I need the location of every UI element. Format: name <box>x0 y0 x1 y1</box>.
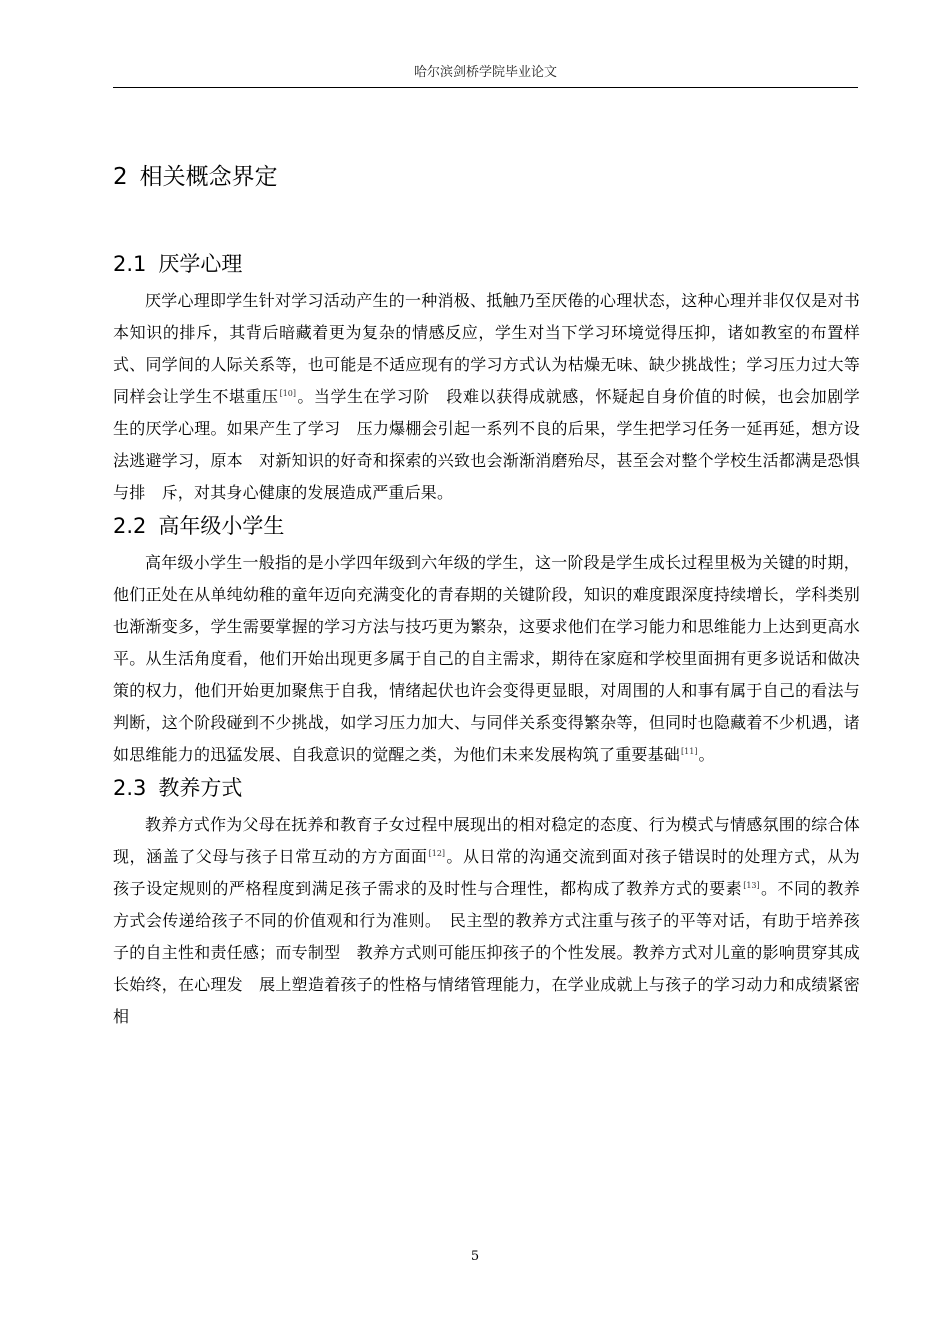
section-title: 教养方式 <box>158 776 243 800</box>
paragraph-2-3 <box>113 809 860 1033</box>
paragraph-2-1 <box>113 285 860 509</box>
section-heading-2-2 <box>113 511 860 541</box>
chapter-heading <box>113 161 860 193</box>
paragraph-text: 高年级小学生一般指的是小学四年级到六年级的学生，这一阶段是学生成长过程里极为关键的时期，他们正处在从单纯幼稚的童年迈向充满变化的青春期的关键阶段，知识的难度跟深度持续增长，学科类别也渐渐变多，学生需要掌握的学习方法与技巧更为繁杂，这要求他们在学习能力和思维能力上达到更高水平。从生活角度看，他们开始出现更多属于自己的自主需求，期待在家庭和学校里面拥有更多说话和做决策的权力，他们开始更加聚焦于自我，情绪起伏也许会变得更显眼，对周围的人和事有属于自己的看法与判断，这个阶段碰到不少挑战，如学习压力加大、与同伴关系变得繁杂等，但同时也隐藏着不少机遇，诸如思维能力的迅猛发展、自我意识的觉醒之类，为他们未来发展构筑了重要基础 <box>113 553 860 764</box>
section-title: 厌学心理 <box>158 252 243 276</box>
citation-12: [12] <box>428 848 446 858</box>
paragraph-2-2 <box>113 547 860 771</box>
running-header: 哈尔滨剑桥学院毕业论文 <box>413 65 557 80</box>
paragraph-text: 教养方式作为父母在抚养和教育子女过程中展现出的相对稳定的态度、行为模式与情感氛围的综合体现，涵盖了父母与孩子日常互动的方方面面 <box>113 815 860 866</box>
section-heading-2-1 <box>113 249 860 279</box>
paragraph-text: 。从日常的沟通交流到面对孩子错误时的处理方式，从为孩子设定规则的严格程度到满足孩子需求的及时性与合理性，都构成了教养方式的要素 <box>113 847 860 898</box>
header-rule <box>113 87 858 88</box>
section-heading-2-3 <box>113 773 860 803</box>
chapter-number: 2 <box>113 164 128 190</box>
citation-11: [11] <box>681 746 698 756</box>
paragraph-text: 。当学生在学习阶 段难以获得成就感，怀疑起自身价值的时候，也会加剧学生的厌学心理。如果产生了学习 压力爆棚会引起一系列不良的后果，学生把学习任务一延再延，想方设法逃避学习，原本 对新知识的好奇和探索的兴致也会渐渐消磨殆尽，甚至会对整个学校生活都满是恐惧与排 斥，对其身心健康的发展造成严重后果。 <box>113 387 860 502</box>
section-number: 2.1 <box>113 252 147 276</box>
paragraph-text: 厌学心理即学生针对学习活动产生的一种消极、抵触乃至厌倦的心理状态，这种心理并非仅仅是对书本知识的排斥，其背后暗藏着更为复杂的情感反应，学生对当下学习环境觉得压抑，诸如教室的布置样式、同学间的人际关系等，也可能是不适应现有的学习方式认为枯燥无味、缺少挑战性；学习压力过大等同样会让学生不堪重压 <box>113 291 860 406</box>
chapter-title: 相关概念界定 <box>139 164 278 190</box>
paragraph-text: 。不同的教养方式会传递给孩子不同的价值观和行为准则。 民主型的教养方式注重与孩子的平等对话，有助于培养孩子的自主性和责任感；而专制型 教养方式则可能压抑孩子的个性发展。教养方式对儿童的影响贯穿其成长始终，在心理发 展上塑造着孩子的性格与情绪管理能力，在学业成就上与孩子的学习动力和成绩紧密相 <box>113 879 860 1026</box>
citation-10: [10] <box>279 388 297 398</box>
page-content <box>113 161 860 1033</box>
section-number: 2.2 <box>113 514 147 538</box>
section-number: 2.3 <box>113 776 147 800</box>
paragraph-text: 。 <box>698 745 715 764</box>
citation-13: [13] <box>743 880 760 890</box>
section-title: 高年级小学生 <box>158 514 285 538</box>
page-number: 5 <box>470 1249 480 1264</box>
